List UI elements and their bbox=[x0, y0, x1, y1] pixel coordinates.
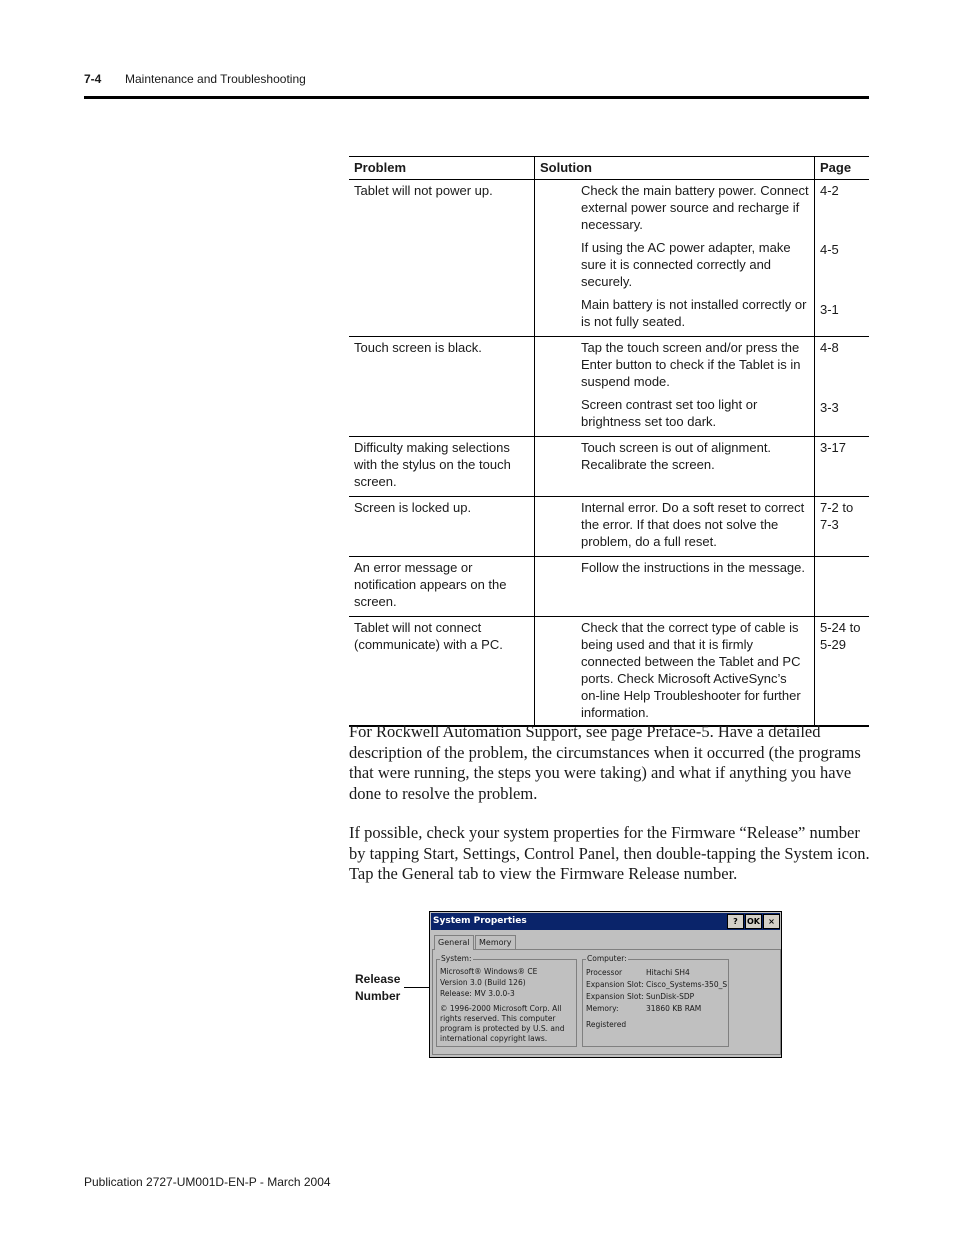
computer-value: Cisco_Systems-350_S bbox=[646, 980, 728, 989]
page-ref: 3-1 bbox=[820, 302, 839, 317]
problem-cell: An error message or notification appears on the screen. bbox=[349, 557, 535, 617]
computer-value: Hitachi SH4 bbox=[646, 968, 690, 977]
support-paragraph: For Rockwell Automation Support, see page Preface-5. Have a detailed description of the problem, the circumstances when it occurred (the programs that were running, the steps you were taking) and what if anything you have done to resolve the problem. bbox=[349, 722, 861, 803]
computer-value: SunDisk-SDP bbox=[646, 992, 695, 1001]
page-cell bbox=[815, 617, 870, 727]
table-row bbox=[349, 437, 869, 497]
callout-line-1: Release bbox=[355, 972, 401, 986]
problem-cell: Touch screen is black. bbox=[349, 337, 535, 437]
system-line: program is protected by U.S. and bbox=[440, 1024, 565, 1033]
table-row bbox=[349, 557, 869, 617]
computer-key: Processor bbox=[586, 968, 623, 977]
system-group-label: System: bbox=[441, 954, 472, 963]
dialog-title: System Properties bbox=[433, 916, 527, 926]
computer-value: 31860 KB RAM bbox=[646, 1004, 702, 1013]
problem-cell: Screen is locked up. bbox=[349, 497, 535, 557]
problem-cell: Difficulty making selections with the stylus on the touch screen. bbox=[349, 437, 535, 497]
solution-text: Touch screen is out of alignment. Recalibrate the screen. bbox=[581, 440, 772, 472]
solution-cell bbox=[535, 437, 815, 497]
table-row bbox=[349, 497, 869, 557]
close-button[interactable]: × bbox=[763, 914, 780, 929]
solution-text: Tap the touch screen and/or press the Enter button to check if the Tablet is in suspend mode. bbox=[581, 340, 801, 389]
tab-general[interactable]: General bbox=[434, 935, 474, 950]
solution-text: If using the AC power adapter, make sure it is connected correctly and securely. bbox=[581, 240, 791, 289]
computer-key: Memory: bbox=[586, 1004, 619, 1013]
general-tab-pane bbox=[432, 949, 781, 1055]
solution-text: Screen contrast set too light or brightness set too dark. bbox=[581, 397, 758, 429]
registered-label: Registered bbox=[586, 1020, 627, 1029]
page-ref: 4-8 bbox=[820, 340, 839, 355]
ok-button[interactable]: OK bbox=[745, 914, 762, 929]
solution-cell bbox=[535, 617, 815, 727]
system-properties-screenshot bbox=[429, 911, 782, 1058]
callout-line-2: Number bbox=[355, 989, 401, 1003]
column-header-page: Page bbox=[815, 157, 870, 180]
table-row bbox=[349, 337, 869, 437]
problem-cell: Tablet will not connect (communicate) with a PC. bbox=[349, 617, 535, 727]
solution-text: Main battery is not installed correctly or is not fully seated. bbox=[581, 297, 807, 329]
system-line: rights reserved. This computer bbox=[440, 1014, 556, 1023]
page-cell bbox=[815, 437, 870, 497]
solution-text: Follow the instructions in the message. bbox=[581, 560, 805, 575]
page-ref: 7-2 to 7-3 bbox=[820, 500, 854, 532]
chapter-title: Maintenance and Troubleshooting bbox=[125, 72, 306, 86]
page-ref: 4-5 bbox=[820, 242, 839, 257]
column-header-solution: Solution bbox=[535, 157, 815, 180]
page-cell bbox=[815, 180, 870, 337]
troubleshooting-table bbox=[349, 156, 869, 727]
tab-memory[interactable]: Memory bbox=[475, 935, 516, 949]
page-cell bbox=[815, 337, 870, 437]
computer-key: Expansion Slot: bbox=[586, 992, 644, 1001]
solution-text: Internal error. Do a soft reset to correct the error. If that does not solve the problem, do a full reset. bbox=[581, 500, 805, 549]
system-line: Version 3.0 (Build 126) bbox=[440, 978, 526, 987]
page-ref: 4-2 bbox=[820, 183, 839, 198]
system-line: Microsoft® Windows® CE bbox=[440, 967, 538, 976]
release-line: Release: MV 3.0.0-3 bbox=[440, 989, 515, 998]
computer-key: Expansion Slot: bbox=[586, 980, 644, 989]
table-row bbox=[349, 180, 869, 337]
page-ref: 5-24 to 5-29 bbox=[820, 620, 861, 652]
problem-cell: Tablet will not power up. bbox=[349, 180, 535, 337]
column-header-problem: Problem bbox=[349, 157, 535, 180]
page-ref: 3-3 bbox=[820, 400, 839, 415]
page-number: 7-4 bbox=[84, 72, 102, 86]
table-row bbox=[349, 617, 869, 727]
solution-text: Check that the correct type of cable is being used and that it is firmly connected between the Tablet and PC ports. Check Microsoft ActiveSync’s on-line Help Troubleshooter for further information. bbox=[581, 620, 801, 720]
publication-footer: Publication 2727-UM001D-EN-P - March 2004 bbox=[84, 1175, 331, 1189]
help-button[interactable]: ? bbox=[727, 914, 744, 929]
solution-cell bbox=[535, 337, 815, 437]
solution-cell bbox=[535, 557, 815, 617]
solution-cell bbox=[535, 180, 815, 337]
system-line: international copyright laws. bbox=[440, 1034, 548, 1043]
computer-group-label: Computer: bbox=[587, 954, 627, 963]
page-cell bbox=[815, 497, 870, 557]
solution-cell bbox=[535, 497, 815, 557]
table-header-row bbox=[349, 157, 869, 180]
release-number-callout bbox=[355, 971, 400, 1005]
page-cell bbox=[815, 557, 870, 617]
firmware-paragraph: If possible, check your system properties for the Firmware “Release” number by tapping Start, Settings, Control Panel, then double-tapping the System icon. Tap the General tab to view the Firmware Release number. bbox=[349, 823, 870, 883]
computer-group bbox=[582, 954, 729, 1047]
solution-text: Check the main battery power. Connect external power source and recharge if necessary. bbox=[581, 183, 809, 232]
system-group bbox=[436, 954, 577, 1047]
page-ref: 3-17 bbox=[820, 440, 847, 455]
system-line: © 1996-2000 Microsoft Corp. All bbox=[440, 1004, 562, 1013]
header-rule bbox=[84, 96, 869, 99]
